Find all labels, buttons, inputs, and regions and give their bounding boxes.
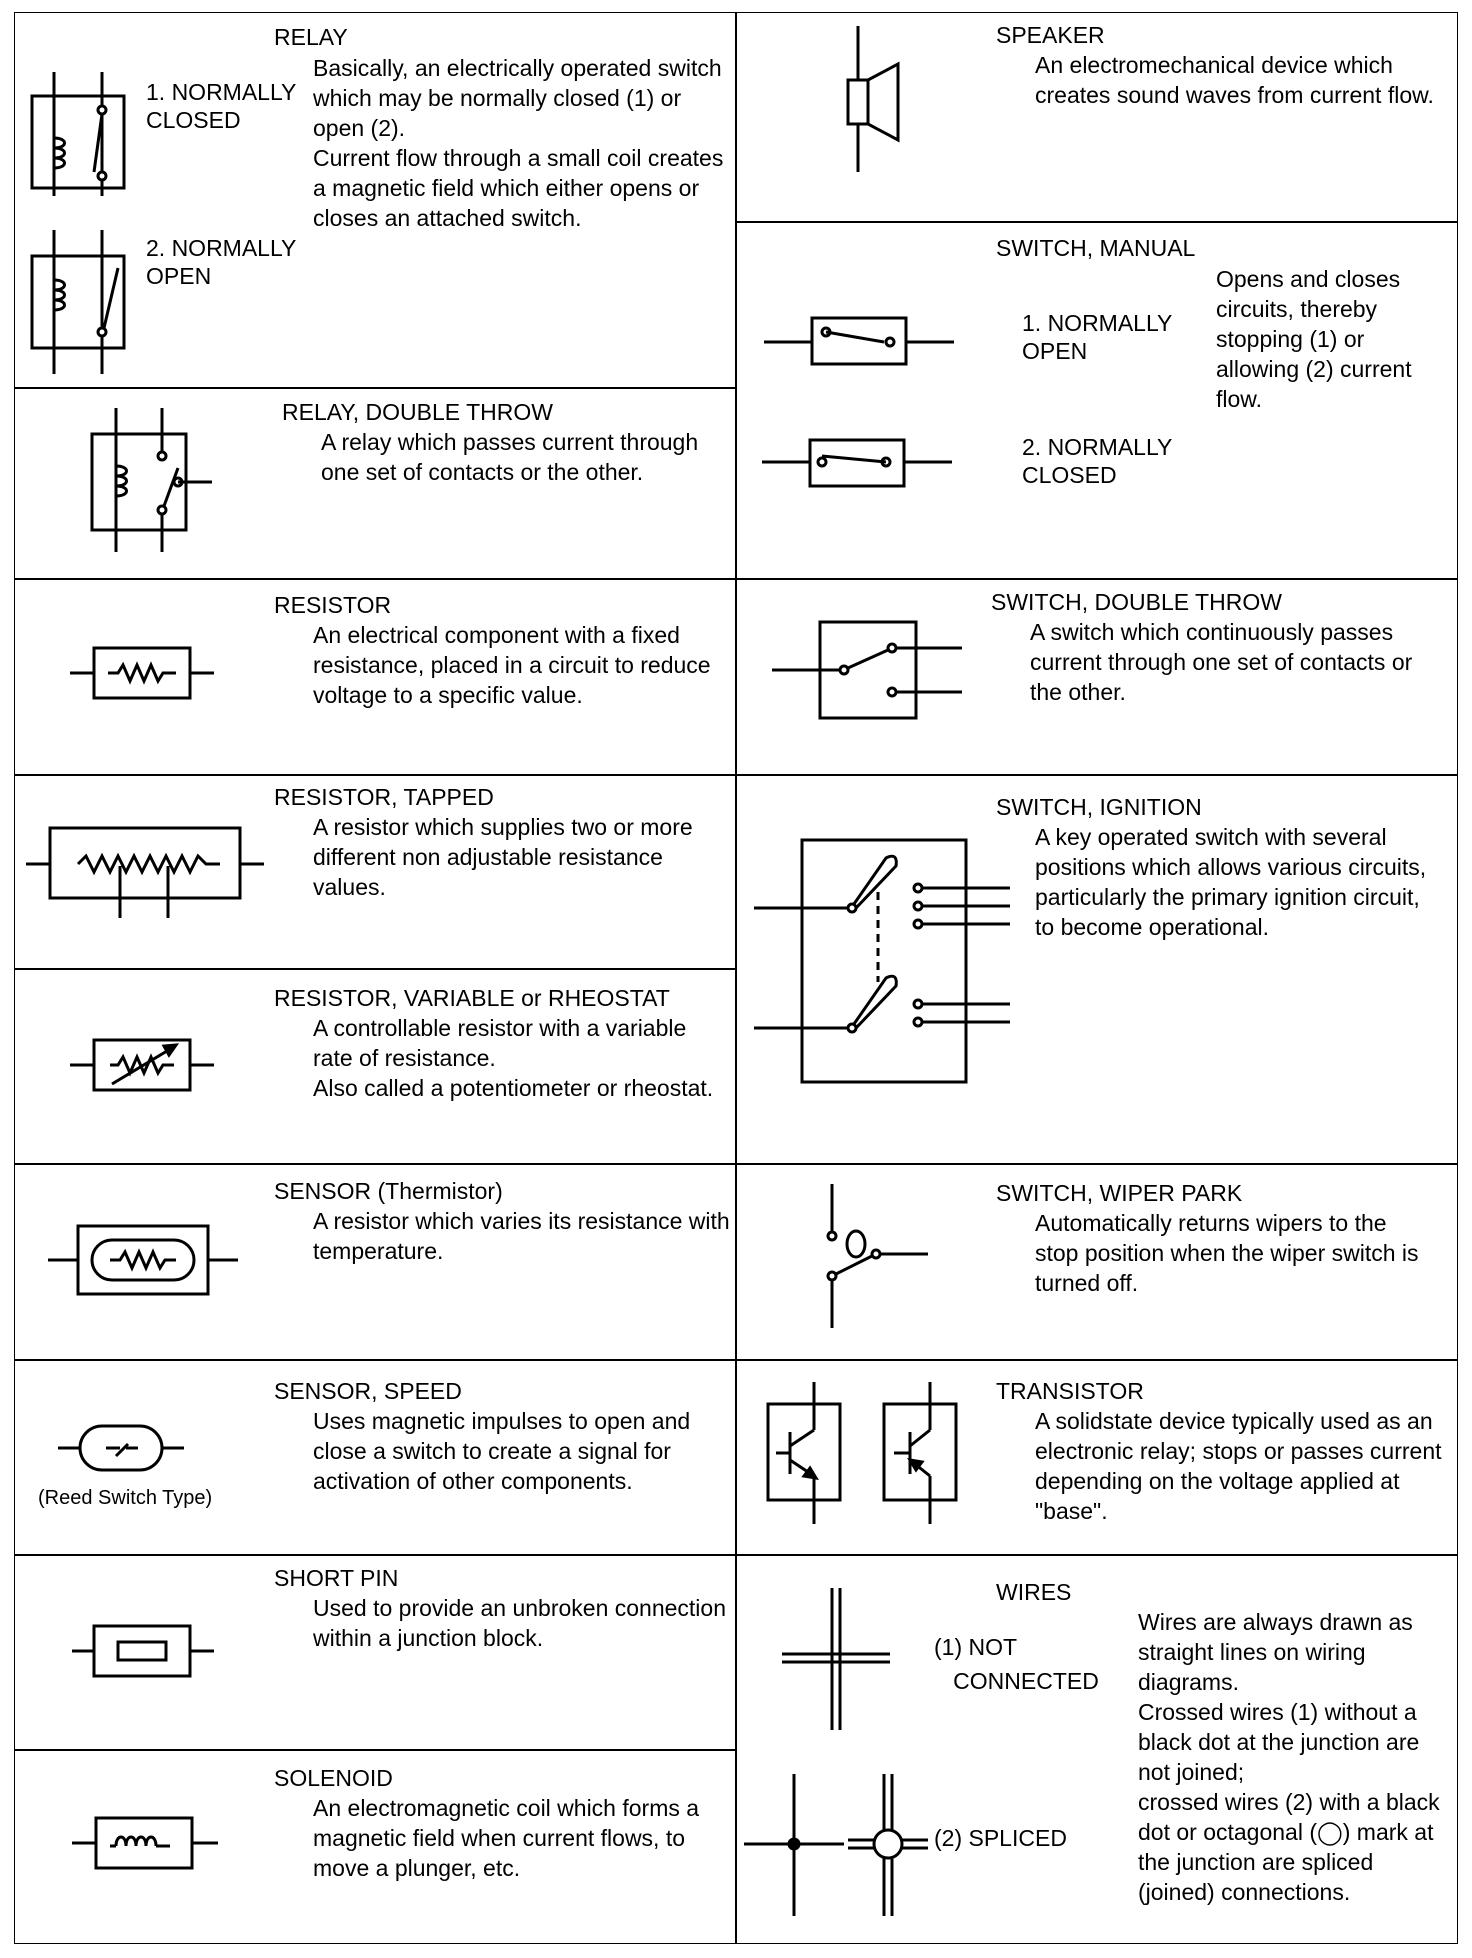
relay-description: Basically, an electrically operated switch which may be normally closed (1) or open (2). Current flow through a small coil creates a magnetic field which either opens or closes an attached switch.: [313, 55, 724, 231]
switch-double-throw-description: A switch which continuously passes current through one set of contacts or the other.: [1030, 619, 1413, 705]
relay-double-throw-description: A relay which passes current through one set of contacts or the other.: [321, 429, 699, 485]
sensor-thermistor-description: A resistor which varies its resistance with temperature.: [313, 1208, 730, 1264]
short-pin-description: Used to provide an unbroken connection within a junction block.: [313, 1595, 727, 1651]
row-divider: [14, 1749, 735, 1751]
transistor-npn-symbol: [764, 1380, 844, 1526]
relay-double-throw-title: RELAY, DOUBLE THROW: [282, 399, 553, 425]
relay-normally-open-symbol: [24, 228, 134, 378]
resistor-tapped-symbol: [24, 822, 264, 922]
sensor-thermistor-title: SENSOR (Thermistor): [274, 1178, 503, 1204]
speaker-symbol: [836, 24, 916, 174]
transistor-pnp-symbol: [880, 1380, 960, 1526]
resistor-variable-description: A controllable resistor with a variable rate of resistance. Also called a potentiometer or rheostat.: [313, 1015, 714, 1101]
relay-normally-closed-symbol: [24, 60, 134, 200]
row-divider: [14, 1554, 735, 1556]
resistor-title: RESISTOR: [274, 592, 392, 618]
switch-ignition-title: SWITCH, IGNITION: [996, 794, 1202, 820]
sensor-speed-caption: (Reed Switch Type): [38, 1487, 213, 1509]
switch-double-throw-title: SWITCH, DOUBLE THROW: [991, 589, 1282, 615]
row-divider: [14, 1359, 735, 1361]
switch-manual-nc-label: 2. NORMALLY CLOSED: [1022, 434, 1173, 488]
row-divider: [14, 578, 735, 580]
switch-wiper-park-description: Automatically returns wipers to the stop position when the wiper switch is turned off.: [1035, 1210, 1419, 1296]
switch-manual-title: SWITCH, MANUAL: [996, 235, 1196, 261]
sensor-thermistor-symbol: [46, 1220, 240, 1300]
row-divider: [14, 968, 735, 970]
solenoid-symbol: [70, 1812, 220, 1874]
sensor-speed-title: SENSOR, SPEED: [274, 1378, 462, 1404]
wires-title: WIRES: [996, 1579, 1072, 1605]
sensor-speed-symbol: [56, 1420, 186, 1480]
resistor-variable-title: RESISTOR, VARIABLE or RHEOSTAT: [274, 985, 670, 1011]
speaker-title: SPEAKER: [996, 22, 1105, 48]
relay-nc-label: 1. NORMALLY CLOSED: [146, 79, 297, 133]
relay-double-throw-symbol: [80, 402, 220, 562]
switch-ignition-symbol: [752, 832, 1012, 1082]
row-divider: [14, 1163, 735, 1165]
solenoid-description: An electromagnetic coil which forms a magnetic field when current flows, to move a plunger, etc.: [313, 1795, 700, 1881]
switch-manual-no-label: 1. NORMALLY OPEN: [1022, 310, 1173, 364]
wires-not-connected-label: (1) NOT CONNECTED: [934, 1634, 1099, 1694]
switch-wiper-park-contact-symbol: [810, 1232, 930, 1332]
resistor-description: An electrical component with a fixed resistance, placed in a circuit to reduce voltage to a specific value.: [313, 622, 711, 708]
row-divider: [735, 1163, 1458, 1165]
row-divider: [735, 1359, 1458, 1361]
switch-manual-description: Opens and closes circuits, thereby stopping (1) or allowing (2) current flow.: [1216, 266, 1412, 412]
relay-no-label: 2. NORMALLY OPEN: [146, 235, 297, 289]
solenoid-title: SOLENOID: [274, 1765, 393, 1791]
transistor-title: TRANSISTOR: [996, 1378, 1144, 1404]
relay-title: RELAY: [274, 24, 348, 50]
row-divider: [14, 774, 735, 776]
row-divider: [14, 387, 735, 389]
row-divider: [735, 221, 1458, 223]
wires-not-connected-symbol: [780, 1586, 892, 1732]
row-divider: [735, 1554, 1458, 1556]
switch-double-throw-symbol: [770, 612, 966, 724]
wires-description: Wires are always drawn as straight lines on wiring diagrams. Crossed wires (1) without a black dot at the junction are not joined; crossed wires (2) with a black dot or octagonal (◯) mark at the junction are spliced (joined) connections.: [1138, 1609, 1440, 1905]
resistor-symbol: [68, 640, 218, 706]
short-pin-symbol: [70, 1620, 216, 1682]
resistor-tapped-title: RESISTOR, TAPPED: [274, 784, 494, 810]
switch-ignition-description: A key operated switch with several positions which allows various circuits, particularly the primary ignition circuit, to become operational.: [1035, 824, 1427, 940]
switch-manual-normally-closed-symbol: [760, 434, 954, 496]
switch-wiper-park-title: SWITCH, WIPER PARK: [996, 1180, 1243, 1206]
switch-manual-normally-open-symbol: [762, 310, 956, 372]
row-divider: [735, 578, 1458, 580]
transistor-description: A solidstate device typically used as an electronic relay; stops or passes current depending on the voltage applied at "base".: [1035, 1408, 1442, 1524]
wires-spliced-octagon-symbol: [846, 1772, 930, 1918]
wires-spliced-dot-symbol: [742, 1772, 846, 1918]
speaker-description: An electromechanical device which creates sound waves from current flow.: [1035, 52, 1434, 108]
short-pin-title: SHORT PIN: [274, 1565, 399, 1591]
resistor-tapped-description: A resistor which supplies two or more different non adjustable resistance values.: [313, 814, 693, 900]
wires-spliced-label: (2) SPLICED: [934, 1825, 1067, 1851]
sensor-speed-description: Uses magnetic impulses to open and close a switch to create a signal for activation of other components.: [313, 1408, 691, 1494]
resistor-variable-symbol: [68, 1032, 218, 1102]
column-divider: [735, 12, 737, 1944]
row-divider: [735, 774, 1458, 776]
